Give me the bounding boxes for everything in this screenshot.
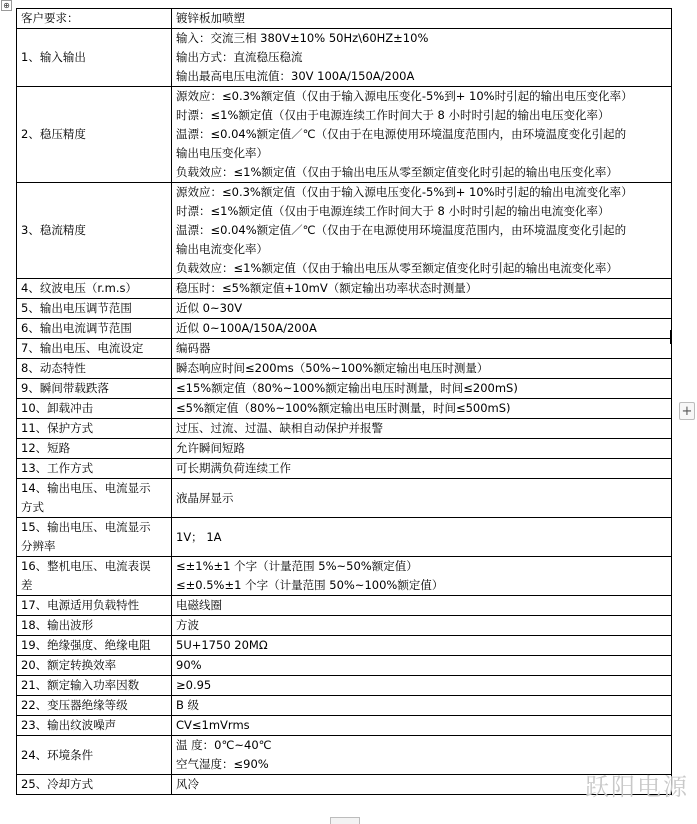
spec-table-body [17,9,672,795]
requirement-label-cell[interactable] [17,775,172,795]
requirement-label: 差 [21,578,33,592]
requirement-label-cell[interactable] [17,656,172,676]
requirement-label: 12、短路 [21,441,71,455]
requirement-value: 输出电流变化率） [176,242,268,256]
table-row [17,636,672,656]
table-row [17,183,672,279]
requirement-label-cell[interactable] [17,596,172,616]
requirement-value: 时漂：≤1%额定值（仅由于电源连续工作时间大于 8 小时时引起的输出电压变化率） [176,108,610,122]
table-row [17,359,672,379]
requirement-value-cell[interactable] [172,359,672,379]
requirement-value-cell[interactable] [172,676,672,696]
requirement-label: 10、卸载冲击 [21,401,94,415]
table-row [17,29,672,87]
requirement-label: 18、输出波形 [21,618,94,632]
table-row [17,596,672,616]
requirement-value-cell[interactable] [172,616,672,636]
requirement-label-cell[interactable] [17,299,172,319]
requirement-label: 5、输出电压调节范围 [21,301,132,315]
requirement-label: 24、环境条件 [21,747,94,762]
table-row [17,459,672,479]
requirement-label-cell[interactable] [17,87,172,183]
requirement-label: 13、工作方式 [21,461,94,475]
requirement-value-cell[interactable] [172,29,672,87]
table-row [17,299,672,319]
requirement-value-cell[interactable] [172,183,672,279]
requirement-label-cell[interactable] [17,459,172,479]
requirement-label-cell[interactable] [17,339,172,359]
requirement-value: 输出最高电压电流值：30V 100A/150A/200A [176,69,415,83]
requirement-label-cell[interactable] [17,379,172,399]
requirement-value-cell[interactable] [172,419,672,439]
requirement-value: 近似 0~100A/150A/200A [176,321,317,335]
requirement-value: 输出电压变化率） [176,146,268,160]
requirement-label-cell[interactable] [17,29,172,87]
requirement-value: ≤±0.5%±1 个字（计量范围 50%~100%额定值） [176,578,444,592]
requirement-value-cell[interactable] [172,518,672,557]
requirement-label-cell[interactable] [17,319,172,339]
requirement-label-cell[interactable] [17,616,172,636]
requirement-label-cell[interactable] [17,183,172,279]
requirement-label-cell[interactable] [17,359,172,379]
watermark: 跃阳电源 [585,773,689,801]
table-move-handle[interactable]: ⊕ [1,0,12,11]
table-resize-handle[interactable] [330,817,360,824]
requirement-label-cell[interactable] [17,9,172,29]
requirement-value: 允许瞬间短路 [176,441,245,455]
requirement-value-cell[interactable] [172,596,672,616]
requirement-value: 输入：交流三相 380V±10% 50Hz\60HZ±10% [176,31,429,45]
requirement-value-cell[interactable] [172,9,672,29]
table-row [17,696,672,716]
add-row-button[interactable]: + [679,402,695,420]
table-row [17,419,672,439]
requirement-value-cell[interactable] [172,479,672,518]
table-row [17,439,672,459]
requirement-value: 液晶屏显示 [176,490,234,505]
requirement-value: 空气湿度：≤90% [176,757,269,771]
requirement-label-cell[interactable] [17,736,172,775]
requirement-value: 稳压时：≤5%额定值+10mV（额定输出功率状态时测量） [176,281,478,295]
table-row [17,775,672,795]
requirement-value: 源效应：≤0.3%额定值（仅由于输入源电压变化-5%到+ 10%时引起的输出电流变化率） [176,185,633,199]
requirement-value: 电磁线圈 [176,598,222,612]
table-row [17,676,672,696]
requirement-label: 25、冷却方式 [21,777,94,791]
requirement-value: ≤5%额定值（80%~100%额定输出电压时测量，时间≤500mS) [176,401,511,415]
table-row [17,379,672,399]
requirement-label: 21、额定输入功率因数 [21,678,140,692]
requirement-value: 负载效应：≤1%额定值（仅由于输出电压从零至额定值变化时引起的输出电流变化率） [176,261,618,275]
requirement-value: 5U+1750 20MΩ [176,638,268,652]
requirement-value: 1V； 1A [176,529,222,544]
requirement-label: 17、电源适用负载特性 [21,598,140,612]
requirement-label: 6、输出电流调节范围 [21,321,132,335]
requirement-value: 90% [176,658,202,672]
table-row [17,9,672,29]
requirement-value: 编码器 [176,341,211,355]
requirement-value: ≤±1%±1 个字（计量范围 5%~50%额定值） [176,559,418,573]
requirement-value: 可长期满负荷连续工作 [176,461,291,475]
requirement-label-cell[interactable] [17,636,172,656]
requirement-value-cell[interactable] [172,399,672,419]
requirement-label: 23、输出纹波噪声 [21,718,117,732]
requirement-value: 源效应：≤0.3%额定值（仅由于输入源电压变化-5%到+ 10%时引起的输出电压变化率） [176,89,633,103]
requirement-value: CV≤1mVrms [176,718,250,732]
requirement-value: B 级 [176,698,200,712]
requirement-label-cell[interactable] [17,518,172,557]
requirement-value: 输出方式：直流稳压稳流 [176,50,303,64]
requirement-label: 9、瞬间带载跌落 [21,381,109,395]
text-cursor [670,330,672,344]
requirement-label: 7、输出电压、电流设定 [21,341,144,355]
requirement-value-cell[interactable] [172,716,672,736]
requirement-value: 温漂：≤0.04%额定值／℃（仅由于在电源使用环境温度范围内，由环境温度变化引起的 [176,127,627,141]
requirement-value: 瞬态响应时间≤200ms（50%~100%额定输出电压时测量） [176,361,489,375]
requirement-value: 方波 [176,618,199,632]
requirement-value-cell[interactable] [172,557,672,596]
requirement-label: 22、变压器绝缘等级 [21,698,128,712]
requirement-label: 8、动态特性 [21,361,86,375]
table-row [17,716,672,736]
requirement-value-cell[interactable] [172,459,672,479]
requirement-value: ≥0.95 [176,678,212,692]
requirement-value: 近似 0~30V [176,301,243,315]
requirement-label: 11、保护方式 [21,421,94,435]
requirement-value-cell[interactable] [172,439,672,459]
requirement-value: 温漂：≤0.04%额定值／℃（仅由于在电源使用环境温度范围内，由环境温度变化引起的 [176,223,627,237]
requirement-value-cell[interactable] [172,279,672,299]
requirement-value-cell[interactable] [172,379,672,399]
requirement-value: 过压、过流、过温、缺相自动保护并报警 [176,421,383,435]
requirement-value-cell[interactable] [172,636,672,656]
spec-table [16,8,672,795]
table-row [17,87,672,183]
requirement-label: 客户要求： [21,11,79,25]
table-row [17,339,672,359]
requirement-value: 时漂：≤1%额定值（仅由于电源连续工作时间大于 8 小时时引起的输出电流变化率） [176,204,610,218]
requirement-value: 镀锌板加喷塑 [176,11,245,25]
requirement-value-cell[interactable] [172,87,672,183]
requirement-label-cell[interactable] [17,439,172,459]
requirement-label-cell[interactable] [17,716,172,736]
requirement-value: 风冷 [176,777,199,791]
requirement-label-cell[interactable] [17,479,172,518]
table-row [17,616,672,636]
table-row [17,736,672,775]
requirement-label: 1、输入输出 [21,50,86,64]
table-row [17,656,672,676]
requirement-label: 16、整机电压、电流表误 [21,559,151,573]
requirement-label: 15、输出电压、电流显示 [21,520,151,534]
requirement-label: 19、绝缘强度、绝缘电阻 [21,638,151,652]
requirement-label: 20、额定转换效率 [21,658,117,672]
requirement-label: 2、稳压精度 [21,127,86,141]
table-row [17,279,672,299]
requirement-label-cell[interactable] [17,676,172,696]
requirement-value: 负载效应：≤1%额定值（仅由于输出电压从零至额定值变化时引起的输出电压变化率） [176,165,618,179]
requirement-label-cell[interactable] [17,557,172,596]
requirement-label: 4、纹波电压（r.m.s） [21,281,137,295]
requirement-label: 分辨率 [21,539,56,553]
requirement-value-cell[interactable] [172,696,672,716]
requirement-value-cell[interactable] [172,319,672,339]
requirement-label-cell[interactable] [17,399,172,419]
requirement-value: 温 度：0℃~40℃ [176,738,272,752]
requirement-label-cell[interactable] [17,279,172,299]
table-row [17,319,672,339]
requirement-label: 14、输出电压、电流显示 [21,481,151,495]
table-row [17,399,672,419]
requirement-value-cell[interactable] [172,339,672,359]
requirement-label-cell[interactable] [17,696,172,716]
requirement-label: 方式 [21,500,44,514]
requirement-value-cell[interactable] [172,299,672,319]
requirement-value: ≤15%额定值（80%~100%额定输出电压时测量，时间≤200mS) [176,381,518,395]
table-row [17,557,672,596]
requirement-value-cell[interactable] [172,656,672,676]
table-row [17,479,672,518]
requirement-label-cell[interactable] [17,419,172,439]
table-row [17,518,672,557]
requirement-label: 3、稳流精度 [21,223,86,237]
